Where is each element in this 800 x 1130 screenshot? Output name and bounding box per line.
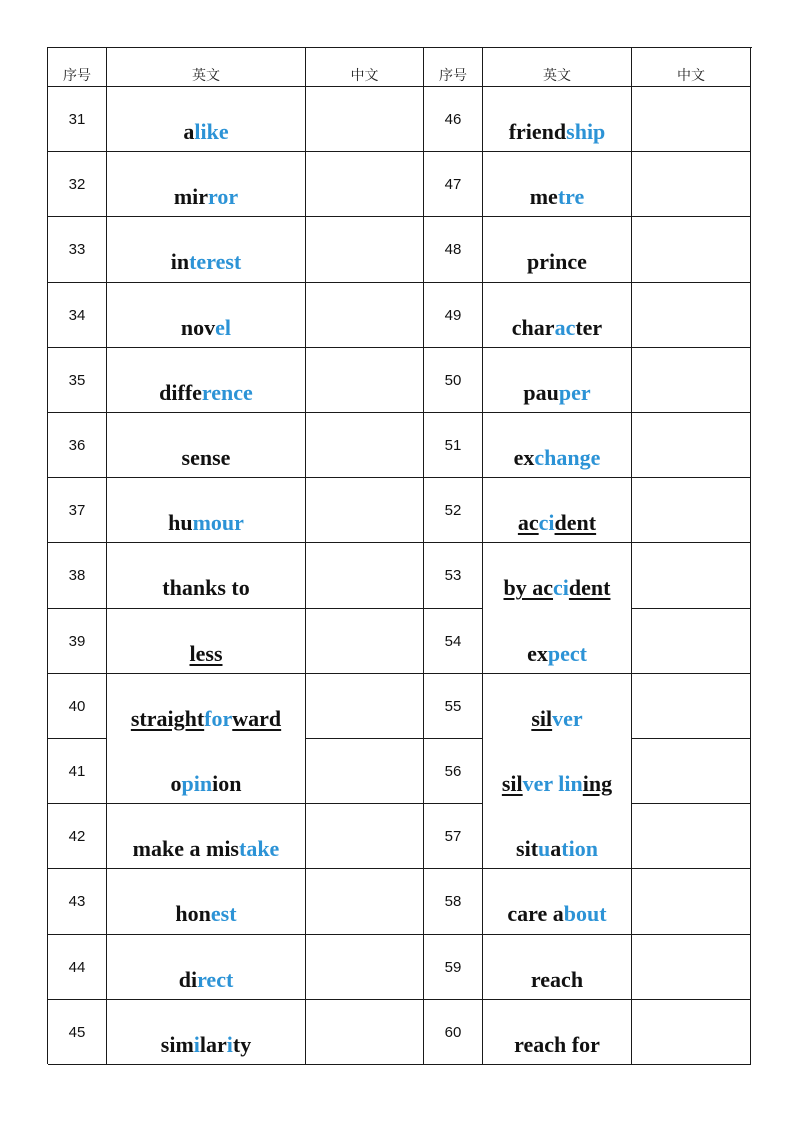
english-cell-merged <box>483 674 632 870</box>
row-number: 36 <box>68 437 86 454</box>
row-number: 32 <box>68 176 86 194</box>
header-label: 序号 <box>439 68 467 84</box>
english-word <box>107 380 305 406</box>
row-number-cell <box>424 935 483 1000</box>
header-cell <box>48 48 107 87</box>
english-cell <box>483 1000 632 1065</box>
english-word <box>107 575 305 601</box>
row-number: 50 <box>444 371 462 389</box>
english-cell-merged <box>483 543 632 673</box>
english-word <box>483 836 631 862</box>
row-number-cell <box>48 217 107 282</box>
highlighted-syllable: tre <box>557 184 585 210</box>
header-label: 序号 <box>63 68 91 84</box>
row-number-cell <box>48 283 107 348</box>
syllable: lar <box>199 1031 227 1057</box>
english-word <box>107 510 305 536</box>
row-number: 41 <box>68 763 86 780</box>
english-word <box>107 836 305 862</box>
english-cell-merged <box>107 674 306 804</box>
header-cell <box>107 48 306 87</box>
highlighted-syllable: ror <box>208 184 239 210</box>
highlighted-syllable: ci <box>553 575 569 601</box>
syllable: mir <box>173 184 209 210</box>
chinese-answer-cell <box>632 152 751 217</box>
row-number: 58 <box>444 893 462 911</box>
english-cell <box>107 869 306 934</box>
row-number: 48 <box>444 241 462 259</box>
highlighted-syllable: el <box>215 314 232 340</box>
highlighted-syllable: u <box>538 836 551 862</box>
english-cell <box>107 87 306 152</box>
english-word <box>107 706 305 732</box>
english-cell <box>107 543 306 608</box>
highlighted-syllable: rence <box>201 379 253 405</box>
english-word <box>483 706 631 732</box>
chinese-answer-cell <box>632 674 751 739</box>
english-cell <box>483 413 632 478</box>
english-word <box>107 641 305 667</box>
english-word <box>483 249 631 275</box>
row-number-cell <box>424 152 483 217</box>
syllable: ac <box>517 510 539 536</box>
english-word <box>483 771 631 797</box>
chinese-answer-cell <box>632 283 751 348</box>
row-number-cell <box>424 804 483 869</box>
syllable: ty <box>232 1031 252 1057</box>
english-word <box>483 119 631 145</box>
row-number-cell <box>48 869 107 934</box>
syllable: ward <box>232 705 282 731</box>
chinese-answer-cell <box>632 478 751 543</box>
english-word <box>107 119 305 145</box>
chinese-answer-cell <box>632 217 751 282</box>
syllable: dent <box>554 510 597 536</box>
english-word <box>107 901 305 927</box>
chinese-answer-cell <box>306 1000 424 1065</box>
row-number: 47 <box>444 176 462 194</box>
syllable: ter <box>575 314 603 340</box>
row-number-cell <box>424 478 483 543</box>
syllable: hu <box>168 510 193 536</box>
header-cell <box>306 48 424 87</box>
chinese-answer-cell <box>632 739 751 804</box>
chinese-answer-cell <box>306 348 424 413</box>
english-word <box>107 315 305 341</box>
syllable: sil <box>501 770 523 796</box>
row-number-cell <box>48 87 107 152</box>
syllable: me <box>529 184 558 210</box>
english-word <box>483 575 631 601</box>
highlighted-syllable: ver <box>552 705 583 731</box>
syllable: care a <box>507 901 564 927</box>
row-number: 57 <box>444 828 462 846</box>
english-cell <box>107 609 306 674</box>
row-number-cell <box>48 739 107 804</box>
chinese-answer-cell <box>306 674 424 739</box>
english-cell <box>107 413 306 478</box>
english-cell <box>483 869 632 934</box>
chinese-answer-cell <box>306 869 424 934</box>
highlighted-syllable: ci <box>538 510 555 536</box>
highlighted-syllable: i <box>193 1031 200 1057</box>
english-word <box>483 315 631 341</box>
highlighted-syllable: pect <box>547 640 587 666</box>
chinese-answer-cell <box>632 87 751 152</box>
syllable: reach <box>530 966 584 992</box>
row-number-cell <box>424 1000 483 1065</box>
syllable: sil <box>531 705 553 731</box>
row-number: 43 <box>68 893 86 911</box>
syllable: reach for <box>514 1031 600 1057</box>
syllable: sit <box>516 836 539 862</box>
chinese-answer-cell <box>306 152 424 217</box>
syllable: by ac <box>503 575 554 601</box>
english-word <box>483 445 631 471</box>
highlighted-syllable: i <box>226 1031 233 1057</box>
syllable: ex <box>513 445 535 470</box>
row-number-cell <box>48 348 107 413</box>
chinese-answer-cell <box>306 217 424 282</box>
highlighted-syllable: est <box>210 901 237 927</box>
chinese-answer-cell <box>632 869 751 934</box>
row-number: 55 <box>444 697 462 715</box>
row-number: 60 <box>444 1023 462 1041</box>
chinese-answer-cell <box>632 348 751 413</box>
row-number: 51 <box>444 437 462 454</box>
row-number-cell <box>424 217 483 282</box>
syllable: a <box>183 119 195 144</box>
syllable: sense <box>181 445 231 470</box>
row-number-cell <box>424 543 483 608</box>
highlighted-syllable: like <box>194 119 229 144</box>
highlighted-syllable: terest <box>189 249 242 275</box>
row-number: 45 <box>68 1023 86 1041</box>
syllable: thanks to <box>162 575 250 601</box>
row-number: 52 <box>444 502 462 520</box>
row-number: 33 <box>68 241 86 259</box>
row-number: 53 <box>444 567 462 585</box>
highlighted-syllable: rect <box>197 966 234 992</box>
chinese-answer-cell <box>306 543 424 608</box>
english-word <box>107 1032 305 1058</box>
row-number-cell <box>424 283 483 348</box>
english-cell <box>483 217 632 282</box>
row-number: 31 <box>68 111 86 128</box>
row-number-cell <box>424 739 483 804</box>
row-number: 38 <box>68 567 86 585</box>
syllable: ion <box>212 770 242 796</box>
highlighted-syllable: take <box>239 836 280 862</box>
english-word <box>483 380 631 406</box>
row-number-cell <box>424 674 483 739</box>
highlighted-syllable: bout <box>563 901 607 927</box>
highlighted-syllable: pin <box>181 770 213 796</box>
highlighted-syllable: ver lin <box>522 770 583 796</box>
english-word <box>107 967 305 993</box>
chinese-answer-cell <box>632 543 751 608</box>
row-number-cell <box>48 413 107 478</box>
syllable: make a mis <box>132 836 239 862</box>
english-cell <box>483 478 632 543</box>
chinese-answer-cell <box>306 87 424 152</box>
syllable: in <box>170 249 190 275</box>
syllable: straight <box>130 705 205 731</box>
row-number: 42 <box>68 828 86 846</box>
english-word <box>483 184 631 210</box>
highlighted-syllable: for <box>204 705 233 731</box>
highlighted-syllable: mour <box>192 510 244 536</box>
row-number-cell <box>424 87 483 152</box>
syllable: prince <box>527 249 587 275</box>
row-number: 39 <box>68 632 86 650</box>
english-cell <box>483 935 632 1000</box>
row-number-cell <box>424 609 483 674</box>
syllable: ex <box>527 640 548 666</box>
row-number-cell <box>424 869 483 934</box>
vocabulary-table <box>47 47 752 1064</box>
row-number: 44 <box>68 958 86 976</box>
row-number: 49 <box>444 306 462 324</box>
syllable: a <box>550 836 562 862</box>
row-number: 37 <box>68 502 86 520</box>
english-cell <box>107 804 306 869</box>
highlighted-syllable: ac <box>554 314 576 340</box>
english-cell <box>107 283 306 348</box>
row-number: 34 <box>68 306 86 324</box>
english-cell <box>107 478 306 543</box>
english-word <box>483 1032 631 1058</box>
chinese-answer-cell <box>306 804 424 869</box>
english-word <box>483 641 631 667</box>
row-number: 40 <box>68 697 86 715</box>
english-cell <box>483 283 632 348</box>
english-cell <box>107 1000 306 1065</box>
row-number-cell <box>48 804 107 869</box>
row-number-cell <box>48 152 107 217</box>
chinese-answer-cell <box>306 283 424 348</box>
header-label: 中文 <box>350 68 379 84</box>
row-number-cell <box>48 609 107 674</box>
syllable: pau <box>523 379 559 405</box>
header-cell <box>483 48 632 87</box>
header-label: 英文 <box>543 68 571 84</box>
header-cell <box>424 48 483 87</box>
row-number-cell <box>48 674 107 739</box>
syllable: hon <box>175 901 211 927</box>
chinese-answer-cell <box>306 739 424 804</box>
syllable: char <box>511 314 555 340</box>
english-cell <box>107 935 306 1000</box>
chinese-answer-cell <box>306 413 424 478</box>
english-word <box>483 901 631 927</box>
english-word <box>483 510 631 536</box>
english-word <box>483 967 631 993</box>
row-number-cell <box>424 413 483 478</box>
english-cell <box>483 348 632 413</box>
highlighted-syllable: per <box>558 379 591 405</box>
chinese-answer-cell <box>306 935 424 1000</box>
chinese-answer-cell <box>632 1000 751 1065</box>
row-number: 59 <box>444 958 462 976</box>
syllable: ing <box>582 770 613 796</box>
english-word <box>107 249 305 275</box>
syllable: nov <box>180 314 216 340</box>
chinese-answer-cell <box>306 478 424 543</box>
english-cell <box>107 217 306 282</box>
syllable: di <box>178 966 198 992</box>
syllable: o <box>170 770 182 796</box>
row-number: 54 <box>444 632 462 650</box>
english-word <box>107 445 305 471</box>
header-label: 中文 <box>677 68 705 84</box>
highlighted-syllable: tion <box>561 836 598 862</box>
english-cell <box>107 152 306 217</box>
row-number: 46 <box>444 111 462 128</box>
english-word <box>107 771 305 797</box>
syllable: dent <box>568 575 611 601</box>
highlighted-syllable: change <box>534 445 601 470</box>
chinese-answer-cell <box>632 413 751 478</box>
syllable: less <box>189 640 223 666</box>
row-number-cell <box>424 348 483 413</box>
chinese-answer-cell <box>632 935 751 1000</box>
syllable: diffe <box>159 379 202 405</box>
header-cell <box>632 48 751 87</box>
syllable: friend <box>508 119 567 144</box>
english-cell <box>483 87 632 152</box>
row-number-cell <box>48 478 107 543</box>
highlighted-syllable: ship <box>566 119 606 144</box>
row-number-cell <box>48 543 107 608</box>
row-number: 35 <box>68 371 86 389</box>
english-cell <box>107 348 306 413</box>
english-cell <box>483 152 632 217</box>
chinese-answer-cell <box>632 804 751 869</box>
row-number-cell <box>48 935 107 1000</box>
syllable: sim <box>160 1031 194 1057</box>
english-word <box>107 184 305 210</box>
chinese-answer-cell <box>306 609 424 674</box>
row-number: 56 <box>444 763 462 780</box>
chinese-answer-cell <box>632 609 751 674</box>
header-label: 英文 <box>192 68 220 84</box>
row-number-cell <box>48 1000 107 1065</box>
